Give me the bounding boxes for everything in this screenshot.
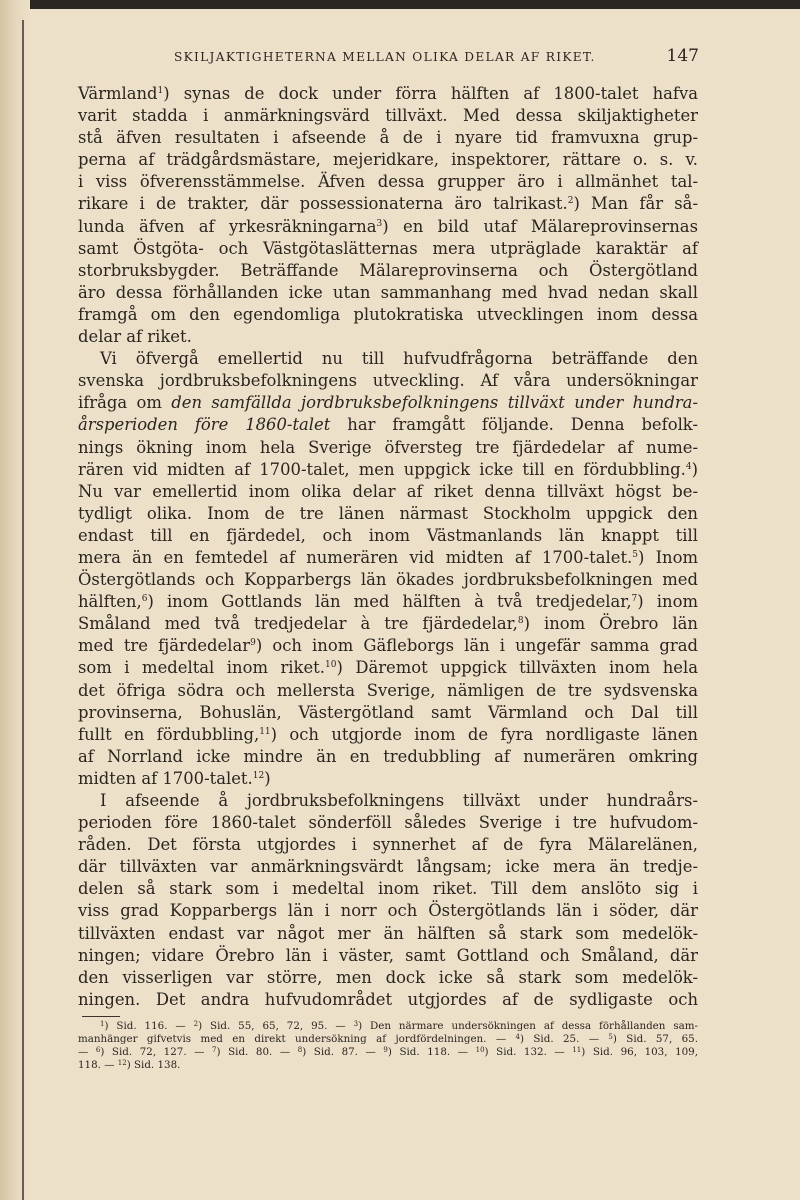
text-run: där tillväxten var anmärkningsvärdt långsam; icke mera än tredje- [78,857,698,877]
text-run: med tre fjärdedelar [78,636,251,656]
footnote-marker: 1 [100,1019,105,1028]
text-run: ) [691,459,698,479]
text-line [78,569,698,591]
text-run: svenska jordbruksbefolkningens utveckling. Af våra undersökningar [78,371,698,391]
text-line [78,657,698,679]
page-header [78,46,698,74]
footnote-marker: 2 [193,1019,199,1028]
footnote-marker: 9 [383,1045,388,1054]
text-run: ) Sid. 25. — [519,1032,609,1045]
text-line [78,591,698,613]
text-line [78,635,698,657]
footnote-marker: 5 [608,1032,613,1041]
text-line [78,613,698,635]
text-line [78,525,698,547]
text-line [78,83,698,105]
text-run: midten af 1700-talet. [78,768,253,788]
footnote-marker: 10 [324,660,337,671]
footnote-marker: 11 [259,726,271,737]
text-run: provinserna, Bohuslän, Västergötland samt Värmland och Dal till [78,702,698,722]
text-run: Nu var emellertid inom olika delar af riket denna tillväxt högst be- [78,481,698,501]
text-line [78,923,698,945]
text-run: ) inom [637,592,698,612]
footnote-marker: 9 [250,638,256,649]
footnote-marker: 10 [475,1045,485,1054]
footnote-marker: 6 [141,594,148,605]
text-line [78,304,698,326]
text-run: varit stadda i anmärkningsvärd tillväxt. Med dessa skiljaktigheter [78,106,698,126]
text-run: ) synas de dock under förra hälften af 1800-talet hafva [163,84,698,103]
body-text [78,83,698,1011]
text-run: rären vid midten af 1700-talet, men uppgick icke till en fördubbling. [78,459,686,479]
footnote-marker: 5 [632,549,638,560]
footnote-marker: 3 [376,218,383,229]
footnote-line [78,1033,698,1046]
text-line [78,724,698,746]
text-run: ) [264,768,271,788]
text-run: — [78,1045,96,1058]
footnote-marker: 1 [157,86,164,96]
text-run: i viss öfverensstämmelse. Äfven dessa grupper äro i allmänhet tal- [78,172,698,192]
text-line [78,989,698,1011]
text-line [78,260,698,282]
text-line [78,680,698,702]
footnote-line [78,1020,698,1033]
text-run: stå äfven resultaten i afseende å de i nyare tid framvuxna grup- [78,128,698,148]
text-line [78,900,698,922]
text-run: ifråga om [78,393,172,413]
text-run: lunda äfven af yrkesräkningarna [78,216,377,236]
footnote-marker: 8 [517,616,524,627]
text-run: nings ökning inom hela Sverige öfversteg tre fjärdedelar af nume- [78,437,698,457]
text-run: ) och utgjorde inom de fyra nordligaste länen [270,724,698,744]
text-run: ) en bild utaf Mälareprovinsernas [382,216,698,236]
text-run: delen så stark som i medeltal inom riket. Till dem anslöto sig i [78,879,698,899]
footnote-marker: 3 [353,1019,359,1028]
text-line [78,702,698,724]
text-line [78,503,698,525]
text-line [78,459,698,481]
text-run: Småland med två tredjedelar à tre fjärdedelar, [78,614,518,634]
text-run: fullt en fördubbling, [78,724,260,744]
text-run: ) och inom Gäfleborgs län i ungefär samma grad [255,636,698,656]
text-line [78,856,698,878]
text-line [78,326,698,348]
footnote-marker: 12 [252,770,265,781]
text-run: delar af riket. [78,327,192,347]
footnote-marker: 7 [631,594,638,605]
text-run: ) Inom [638,547,699,567]
text-run: mera än en femtedel af numerären vid midten af 1700-talet. [78,547,633,567]
text-run: råden. Det första utgjordes i synnerhet af de fyra Mälarelänen, [78,835,698,855]
text-run: 118. — [78,1058,118,1071]
text-line [78,414,698,436]
footnote-marker: 6 [95,1045,101,1054]
text-run: som i medeltal inom riket. [78,658,325,678]
text-line [78,370,698,392]
footnote-marker: 2 [567,196,574,207]
text-line [78,171,698,193]
text-run: ) inom Örebro län [523,614,698,634]
book-gutter [0,0,30,1200]
italic-text: den samfällda jordbruksbefolkningens tillväxt under hundra- [171,393,698,413]
footnote-line [78,1046,698,1059]
text-line [78,967,698,989]
text-run: perioden före 1860-talet sönderföll således Sverige i tre hufvudom- [78,813,698,833]
text-run: ) Sid. 116. — [104,1019,194,1032]
text-line [78,746,698,768]
text-run: ) Sid. 96, 103, 109, [581,1045,698,1058]
footnote-marker: 4 [685,461,692,472]
text-line [78,348,698,370]
text-line [78,878,698,900]
text-run: I afseende å jordbruksbefolkningens tillväxt under hundraårs- [100,791,698,810]
text-run: rikare i de trakter, där possessionaterna äro talrikast. [78,194,568,214]
text-run: ) Sid. 132. — [484,1045,573,1058]
text-line [78,834,698,856]
text-run: ) Man får så- [573,194,698,214]
text-run: tillväxten endast var något mer än hälften så stark som medelök- [78,923,698,943]
text-run: ningen. Det andra hufvudområdet utgjordes af de sydligaste och [78,989,698,1009]
footnote-marker: 11 [572,1045,582,1054]
text-line [78,193,698,215]
text-run: hälften, [78,592,142,612]
book-page [78,46,698,1072]
text-run: ) Sid. 118. — [387,1045,476,1058]
text-run: ) Sid. 138. [126,1058,181,1071]
text-line [78,238,698,260]
text-run: ) Sid. 87. — [302,1045,384,1058]
footnote-separator [82,1016,120,1017]
text-line [78,481,698,503]
text-run: ) inom Gottlands län med hälften à två tredjedelar, [147,592,632,612]
text-run: af Norrland icke mindre än en tredubbling af numerären omkring [78,746,698,766]
text-line [78,127,698,149]
text-run: framgå om den egendomliga plutokratiska utvecklingen inom dessa [78,304,698,324]
page-number: 147 [666,46,699,66]
text-line [78,105,698,127]
text-run: ) Den närmare undersökningen af dessa förhållanden sam- [358,1019,698,1032]
text-run: perna af trädgårdsmästare, mejeridkare, inspektorer, rättare o. s. v. [78,150,698,170]
text-run: storbruksbygder. Beträffande Mälareprovinserna och Östergötland [78,260,698,280]
text-run: Östergötlands och Kopparbergs län ökades jordbruksbefolkningen med [78,570,698,590]
text-line [78,547,698,569]
running-head: SKILJAKTIGHETERNA MELLAN OLIKA DELAR AF RIKET. [174,50,596,64]
footnote-marker: 7 [212,1045,217,1054]
text-line [78,282,698,304]
text-line [78,768,698,790]
text-run: ) Sid. 72, 127. — [100,1045,213,1058]
text-line [78,812,698,834]
page-top-edge [0,0,800,9]
binding-line [22,20,24,1200]
text-run: viss grad Kopparbergs län i norr och Östergötlands län i söder, där [78,901,698,921]
text-run: ) Sid. 80. — [216,1045,298,1058]
footnote-marker: 12 [117,1058,127,1067]
text-run: ) Däremot uppgick tillväxten inom hela [336,658,698,678]
text-line [78,790,698,812]
text-line [78,149,698,171]
text-run: äro dessa förhållanden icke utan sammanhang med hvad nedan skall [78,282,698,302]
text-run: ) Sid. 57, 65. [612,1032,698,1045]
text-line [78,437,698,459]
text-run: Värmland [78,84,158,103]
text-run: endast till en fjärdedel, och inom Västmanlands län knappt till [78,525,698,545]
text-run: manhänger gifvetvis med en direkt undersökning af jordfördelningen. — [78,1032,516,1045]
footnote-line [78,1059,698,1072]
footnotes [78,1020,698,1072]
text-run: samt Östgöta- och Västgötaslätternas mera utpräglade karaktär af [78,238,698,258]
text-run: det öfriga södra och mellersta Sverige, nämligen de tre sydsvenska [78,680,698,700]
footnote-marker: 8 [297,1045,303,1054]
text-run: ) Sid. 55, 65, 72, 95. — [198,1019,354,1032]
text-run: Vi öfvergå emellertid nu till hufvudfrågorna beträffande den [100,349,698,369]
text-line [78,216,698,238]
text-run: har framgått följande. Denna befolk- [330,415,698,435]
text-run: den visserligen var större, men dock icke så stark som medelök- [78,967,698,987]
italic-text: årsperioden före 1860-talet [78,415,331,435]
text-run: tydligt olika. Inom de tre länen närmast Stockholm uppgick den [78,503,698,523]
text-line [78,392,698,414]
footnote-marker: 4 [515,1032,520,1041]
text-line [78,945,698,967]
text-run: ningen; vidare Örebro län i väster, samt Gottland och Småland, där [78,945,698,965]
